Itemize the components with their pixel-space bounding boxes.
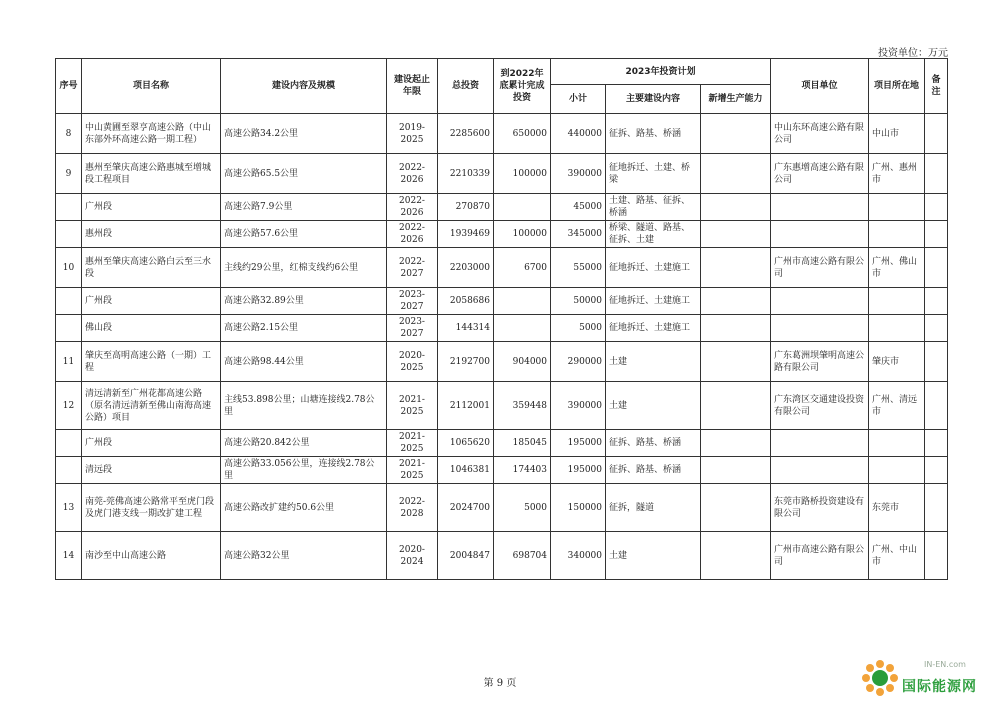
- cell-subtotal: 345000: [551, 221, 606, 248]
- cell-capacity: [701, 457, 771, 484]
- cell-capacity: [701, 430, 771, 457]
- cell-cumulative: 650000: [494, 114, 551, 154]
- table-body: [56, 114, 948, 580]
- cell-cumulative: 5000: [494, 484, 551, 532]
- cell-main: 征地拆迁、土建施工: [606, 315, 701, 342]
- cell-cumulative: [494, 194, 551, 221]
- cell-name: 广州段: [82, 288, 221, 315]
- cell-seq: [56, 315, 82, 342]
- cell-location: [869, 315, 925, 342]
- cell-total: 1065620: [438, 430, 494, 457]
- cell-years: 2019-2025: [387, 114, 438, 154]
- cell-remark: [925, 221, 948, 248]
- cell-name: 肇庆至高明高速公路（一期）工程: [82, 342, 221, 382]
- header-total: 总投资: [438, 59, 494, 114]
- cell-unit: [771, 221, 869, 248]
- cell-name: 佛山段: [82, 315, 221, 342]
- header-name: 项目名称: [82, 59, 221, 114]
- cell-subtotal: 195000: [551, 430, 606, 457]
- investment-unit-label: 投资单位：万元: [878, 48, 948, 59]
- table-row: [56, 430, 948, 457]
- cell-name: 南沙至中山高速公路: [82, 532, 221, 580]
- cell-content: 高速公路34.2公里: [221, 114, 387, 154]
- cell-content: 主线约29公里，红棉支线约6公里: [221, 248, 387, 288]
- cell-cumulative: [494, 315, 551, 342]
- cell-main: 桥梁、隧道、路基、征拆、土建: [606, 221, 701, 248]
- watermark-site: IN-EN.com: [924, 660, 966, 669]
- cell-location: 肇庆市: [869, 342, 925, 382]
- cell-name: 惠州至肇庆高速公路白云至三水段: [82, 248, 221, 288]
- table-row: [56, 194, 948, 221]
- cell-total: 2024700: [438, 484, 494, 532]
- cell-main: 土建、路基、征拆、桥涵: [606, 194, 701, 221]
- cell-location: [869, 194, 925, 221]
- cell-seq: 11: [56, 342, 82, 382]
- cell-remark: [925, 288, 948, 315]
- table-row: [56, 342, 948, 382]
- cell-subtotal: 340000: [551, 532, 606, 580]
- cell-location: 广州、清远市: [869, 382, 925, 430]
- cell-seq: 9: [56, 154, 82, 194]
- header-remark: 备注: [925, 59, 948, 114]
- table-row: [56, 248, 948, 288]
- table-row: [56, 288, 948, 315]
- investment-plan-table: [55, 58, 948, 580]
- cell-total: 1046381: [438, 457, 494, 484]
- cell-capacity: [701, 382, 771, 430]
- cell-content: 高速公路98.44公里: [221, 342, 387, 382]
- cell-unit: [771, 288, 869, 315]
- header-subtotal: 小计: [551, 85, 606, 114]
- cell-main: 征拆，隧道: [606, 484, 701, 532]
- cell-total: 2058686: [438, 288, 494, 315]
- cell-content: 高速公路32公里: [221, 532, 387, 580]
- cell-name: 惠州段: [82, 221, 221, 248]
- cell-location: 中山市: [869, 114, 925, 154]
- cell-cumulative: 100000: [494, 221, 551, 248]
- cell-seq: 14: [56, 532, 82, 580]
- table-row: [56, 221, 948, 248]
- cell-subtotal: 55000: [551, 248, 606, 288]
- header-cumulative: 到2022年底累计完成投资: [494, 59, 551, 114]
- cell-remark: [925, 315, 948, 342]
- cell-location: [869, 457, 925, 484]
- cell-content: 主线53.898公里；山塘连接线2.78公里: [221, 382, 387, 430]
- cell-content: 高速公路32.89公里: [221, 288, 387, 315]
- cell-cumulative: [494, 288, 551, 315]
- cell-remark: [925, 430, 948, 457]
- cell-seq: [56, 288, 82, 315]
- cell-unit: 广东惠增高速公路有限公司: [771, 154, 869, 194]
- cell-main: 征拆、路基、桥涵: [606, 457, 701, 484]
- header-seq: 序号: [56, 59, 82, 114]
- cell-name: 清远清新至广州花都高速公路（原名清远清新至佛山南海高速公路）项目: [82, 382, 221, 430]
- cell-main: 征拆、路基、桥涵: [606, 430, 701, 457]
- table-row: [56, 154, 948, 194]
- cell-seq: 12: [56, 382, 82, 430]
- cell-years: 2021-2025: [387, 382, 438, 430]
- cell-years: 2022-2028: [387, 484, 438, 532]
- cell-unit: [771, 430, 869, 457]
- cell-subtotal: 390000: [551, 154, 606, 194]
- cell-remark: [925, 342, 948, 382]
- cell-name: 南莞-莞佛高速公路常平至虎门段及虎门港支线一期改扩建工程: [82, 484, 221, 532]
- header-location: 项目所在地: [869, 59, 925, 114]
- cell-subtotal: 195000: [551, 457, 606, 484]
- cell-years: 2022-2026: [387, 194, 438, 221]
- cell-location: 广州、惠州市: [869, 154, 925, 194]
- watermark-logo: [858, 652, 998, 702]
- cell-capacity: [701, 315, 771, 342]
- cell-remark: [925, 194, 948, 221]
- cell-seq: [56, 430, 82, 457]
- cell-capacity: [701, 484, 771, 532]
- cell-content: 高速公路2.15公里: [221, 315, 387, 342]
- cell-remark: [925, 382, 948, 430]
- header-content: 建设内容及规模: [221, 59, 387, 114]
- cell-main: 土建: [606, 342, 701, 382]
- cell-seq: [56, 457, 82, 484]
- cell-location: [869, 288, 925, 315]
- cell-capacity: [701, 114, 771, 154]
- cell-main: 土建: [606, 532, 701, 580]
- cell-capacity: [701, 248, 771, 288]
- cell-cumulative: 100000: [494, 154, 551, 194]
- cell-cumulative: 6700: [494, 248, 551, 288]
- cell-remark: [925, 154, 948, 194]
- cell-remark: [925, 457, 948, 484]
- cell-years: 2021-2025: [387, 430, 438, 457]
- table-row: [56, 532, 948, 580]
- cell-cumulative: 904000: [494, 342, 551, 382]
- cell-unit: 东莞市路桥投资建设有限公司: [771, 484, 869, 532]
- cell-seq: 8: [56, 114, 82, 154]
- cell-main: 征拆、路基、桥涵: [606, 114, 701, 154]
- cell-location: 东莞市: [869, 484, 925, 532]
- table-row: [56, 382, 948, 430]
- cell-years: 2022-2026: [387, 154, 438, 194]
- sunflower-icon: [858, 656, 902, 700]
- table-row: [56, 315, 948, 342]
- cell-content: 高速公路57.6公里: [221, 221, 387, 248]
- cell-seq: 10: [56, 248, 82, 288]
- cell-subtotal: 5000: [551, 315, 606, 342]
- header-unit: 项目单位: [771, 59, 869, 114]
- cell-location: [869, 221, 925, 248]
- table-row: [56, 114, 948, 154]
- cell-years: 2023-2027: [387, 315, 438, 342]
- cell-years: 2021-2025: [387, 457, 438, 484]
- header-years: 建设起止年限: [387, 59, 438, 114]
- cell-total: 2285600: [438, 114, 494, 154]
- cell-capacity: [701, 194, 771, 221]
- cell-unit: 广东葛洲坝肇明高速公路有限公司: [771, 342, 869, 382]
- cell-total: 2192700: [438, 342, 494, 382]
- cell-capacity: [701, 342, 771, 382]
- cell-capacity: [701, 532, 771, 580]
- cell-unit: 中山东环高速公路有限公司: [771, 114, 869, 154]
- cell-capacity: [701, 154, 771, 194]
- cell-name: 中山黄圃至翠亨高速公路（中山东部外环高速公路一期工程）: [82, 114, 221, 154]
- cell-content: 高速公路65.5公里: [221, 154, 387, 194]
- header-new-capacity: 新增生产能力: [701, 85, 771, 114]
- cell-main: 征地拆迁、土建、桥梁: [606, 154, 701, 194]
- cell-unit: [771, 315, 869, 342]
- cell-content: 高速公路33.056公里，连接线2.78公里: [221, 457, 387, 484]
- cell-subtotal: 45000: [551, 194, 606, 221]
- cell-name: 广州段: [82, 194, 221, 221]
- cell-remark: [925, 114, 948, 154]
- cell-main: 土建: [606, 382, 701, 430]
- cell-name: 清远段: [82, 457, 221, 484]
- cell-location: 广州、佛山市: [869, 248, 925, 288]
- cell-subtotal: 150000: [551, 484, 606, 532]
- cell-unit: 广东湾区交通建设投资有限公司: [771, 382, 869, 430]
- cell-location: [869, 430, 925, 457]
- cell-cumulative: 698704: [494, 532, 551, 580]
- cell-cumulative: 174403: [494, 457, 551, 484]
- watermark-brand: 国际能源网: [902, 679, 977, 695]
- header-plan2023: 2023年投资计划: [551, 59, 771, 85]
- cell-years: 2020-2024: [387, 532, 438, 580]
- cell-location: 广州、中山市: [869, 532, 925, 580]
- cell-content: 高速公路7.9公里: [221, 194, 387, 221]
- cell-remark: [925, 532, 948, 580]
- header-main-content: 主要建设内容: [606, 85, 701, 114]
- cell-years: 2023-2027: [387, 288, 438, 315]
- cell-subtotal: 390000: [551, 382, 606, 430]
- cell-unit: 广州市高速公路有限公司: [771, 248, 869, 288]
- cell-unit: [771, 457, 869, 484]
- cell-cumulative: 185045: [494, 430, 551, 457]
- cell-total: 2004847: [438, 532, 494, 580]
- cell-capacity: [701, 221, 771, 248]
- cell-content: 高速公路改扩建约50.6公里: [221, 484, 387, 532]
- cell-years: 2020-2025: [387, 342, 438, 382]
- page-number: 第 9 页: [483, 678, 517, 689]
- cell-subtotal: 290000: [551, 342, 606, 382]
- cell-seq: 13: [56, 484, 82, 532]
- cell-main: 征地拆迁、土建施工: [606, 248, 701, 288]
- cell-total: 2112001: [438, 382, 494, 430]
- cell-main: 征地拆迁、土建施工: [606, 288, 701, 315]
- cell-name: 广州段: [82, 430, 221, 457]
- cell-subtotal: 440000: [551, 114, 606, 154]
- cell-seq: [56, 221, 82, 248]
- cell-remark: [925, 248, 948, 288]
- cell-cumulative: 359448: [494, 382, 551, 430]
- cell-unit: [771, 194, 869, 221]
- cell-remark: [925, 484, 948, 532]
- cell-unit: 广州市高速公路有限公司: [771, 532, 869, 580]
- cell-capacity: [701, 288, 771, 315]
- cell-years: 2022-2026: [387, 221, 438, 248]
- cell-total: 1939469: [438, 221, 494, 248]
- cell-total: 2203000: [438, 248, 494, 288]
- cell-content: 高速公路20.842公里: [221, 430, 387, 457]
- cell-total: 144314: [438, 315, 494, 342]
- table-row: [56, 457, 948, 484]
- cell-seq: [56, 194, 82, 221]
- cell-total: 2210339: [438, 154, 494, 194]
- cell-subtotal: 50000: [551, 288, 606, 315]
- table-row: [56, 484, 948, 532]
- cell-total: 270870: [438, 194, 494, 221]
- cell-years: 2022-2027: [387, 248, 438, 288]
- cell-name: 惠州至肇庆高速公路惠城至增城段工程项目: [82, 154, 221, 194]
